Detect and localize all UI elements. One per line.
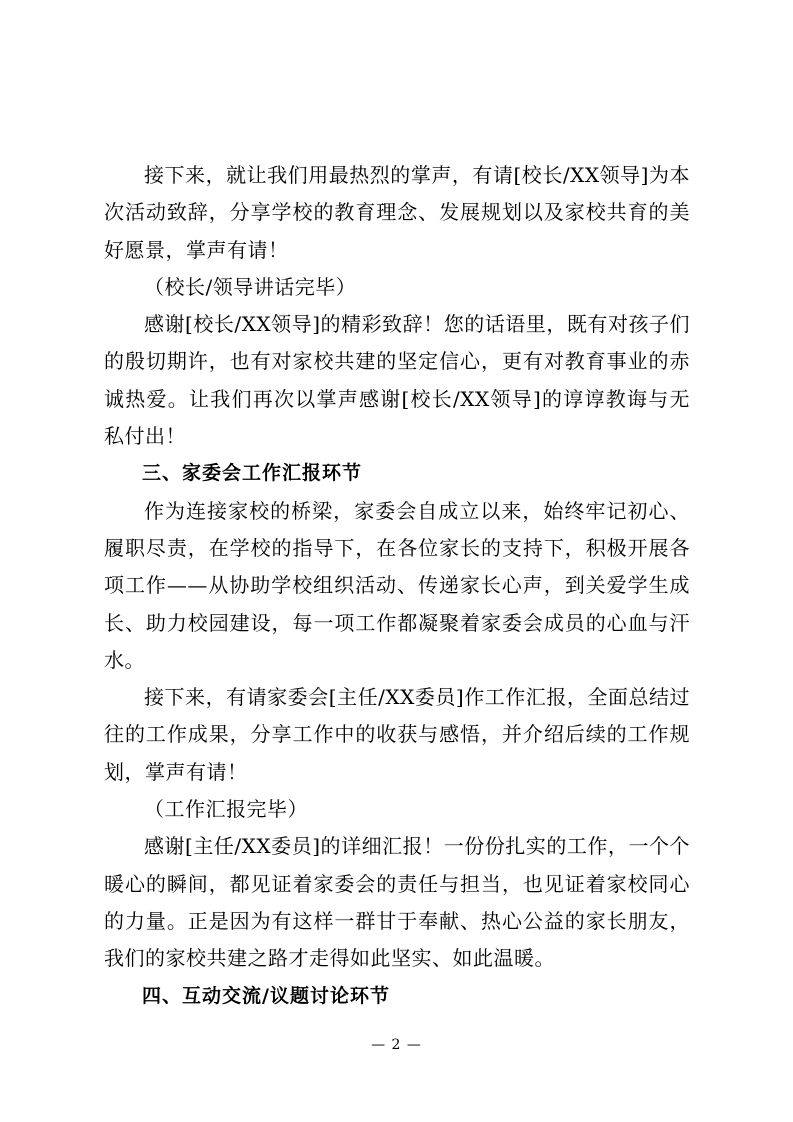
note-report-finished: （工作汇报完毕） <box>144 797 308 822</box>
paragraph-report-invitation: 接下来，有请家委会[主任/XX委员]作工作汇报，全面总结过往的工作成果，分享工作中的收获与感悟，并介绍后续的工作规划，掌声有请！ <box>104 685 690 784</box>
paragraph-principal-invitation: 接下来，就让我们用最热烈的掌声，有请[校长/XX领导]为本次活动致辞，分享学校的教育理念、发展规划以及家校共育的美好愿景，掌声有请！ <box>104 163 690 262</box>
note-speech-finished: （校长/领导讲话完毕） <box>144 274 357 299</box>
paragraph-thanks-principal: 感谢[校长/XX领导]的精彩致辞！您的话语里，既有对孩子们的殷切期许，也有对家校共建的坚定信心，更有对教育事业的赤诚热爱。让我们再次以掌声感谢[校长/XX领导]的谆谆教诲与无私付出！ <box>104 312 690 449</box>
section-heading-committee-report: 三、家委会工作汇报环节 <box>142 462 363 485</box>
paragraph-thanks-report: 感谢[主任/XX委员]的详细汇报！一份份扎实的工作，一个个暖心的瞬间，都见证着家委会的责任与担当，也见证着家校同心的力量。正是因为有这样一群甘于奉献、热心公益的家长朋友，我们的家校共建之路才走得如此坚实、如此温暖。 <box>104 834 690 971</box>
section-heading-interaction: 四、互动交流/议题讨论环节 <box>142 984 390 1007</box>
page-number: — 2 — <box>371 1037 422 1053</box>
document-body <box>104 157 690 1015</box>
paragraph-committee-intro: 作为连接家校的桥梁，家委会自成立以来，始终牢记初心、履职尽责，在学校的指导下，在各位家长的支持下，积极开展各项工作——从协助学校组织活动、传递家长心声，到关爱学生成长、助力校园建设，每一项工作都凝聚着家委会成员的心血与汗水。 <box>104 498 690 672</box>
